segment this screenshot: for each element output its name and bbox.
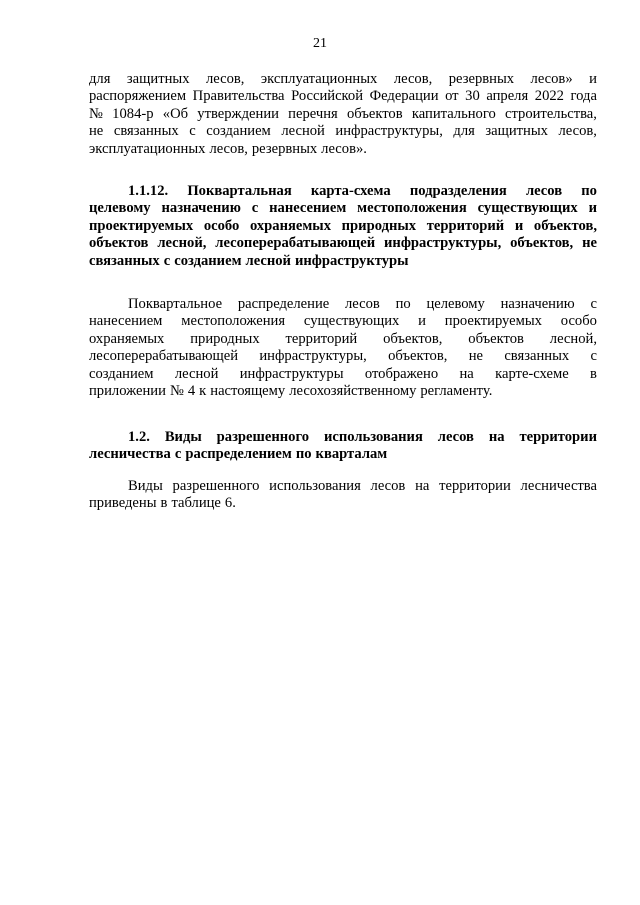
paragraph-legal-references <box>89 71 597 158</box>
section-heading-1-2 <box>89 429 597 464</box>
text-line: Поквартальное распределение лесов по целевому назначению с <box>128 296 597 312</box>
text-line: не связанных с созданием лесной инфраструктуры, для защитных лесов, <box>89 123 597 140</box>
text-line: распоряжением Правительства Российской Федерации от 30 апреля 2022 года <box>89 88 597 105</box>
heading-line: объектов лесной, лесоперерабатывающей инфраструктуры, объектов, не <box>89 235 597 252</box>
text-line: приведены в таблице 6. <box>89 495 236 512</box>
heading-line: лесничества с распределением по кварталам <box>89 446 388 463</box>
text-line: приложении № 4 к настоящему лесохозяйственному регламенту. <box>89 382 493 399</box>
section-heading-1-1-12 <box>89 183 597 270</box>
text-line: для защитных лесов, эксплуатационных лесов, резервных лесов» и <box>89 71 597 87</box>
text-line: № 1084-р «Об утверждении перечня объектов капитального строительства, <box>89 105 597 122</box>
page-number: 21 <box>313 36 327 51</box>
heading-line: связанных с созданием лесной инфраструктуры <box>89 252 409 269</box>
paragraph-permitted-uses <box>89 478 597 513</box>
heading-line: 1.1.12. Поквартальная карта-схема подразделения лесов по <box>128 183 597 199</box>
text-line: лесоперерабатывающей инфраструктуры, объектов, не связанных с <box>89 348 597 365</box>
text-line: нанесением местоположения существующих и проектируемых особо <box>89 313 597 330</box>
heading-line: целевому назначению с нанесением местоположения существующих и <box>89 200 597 217</box>
text-line: Виды разрешенного использования лесов на территории лесничества <box>128 478 597 494</box>
text-line: эксплуатационных лесов, резервных лесов». <box>89 140 367 157</box>
heading-line: 1.2. Виды разрешенного использования лесов на территории <box>128 429 597 445</box>
text-line: охраняемых природных территорий объектов, объектов лесной, <box>89 330 597 347</box>
heading-line: проектируемых особо охраняемых природных территорий и объектов, <box>89 217 597 234</box>
paragraph-quarterly-distribution <box>89 296 597 400</box>
text-line: созданием лесной инфраструктуры отображено на карте-схеме в <box>89 365 597 382</box>
